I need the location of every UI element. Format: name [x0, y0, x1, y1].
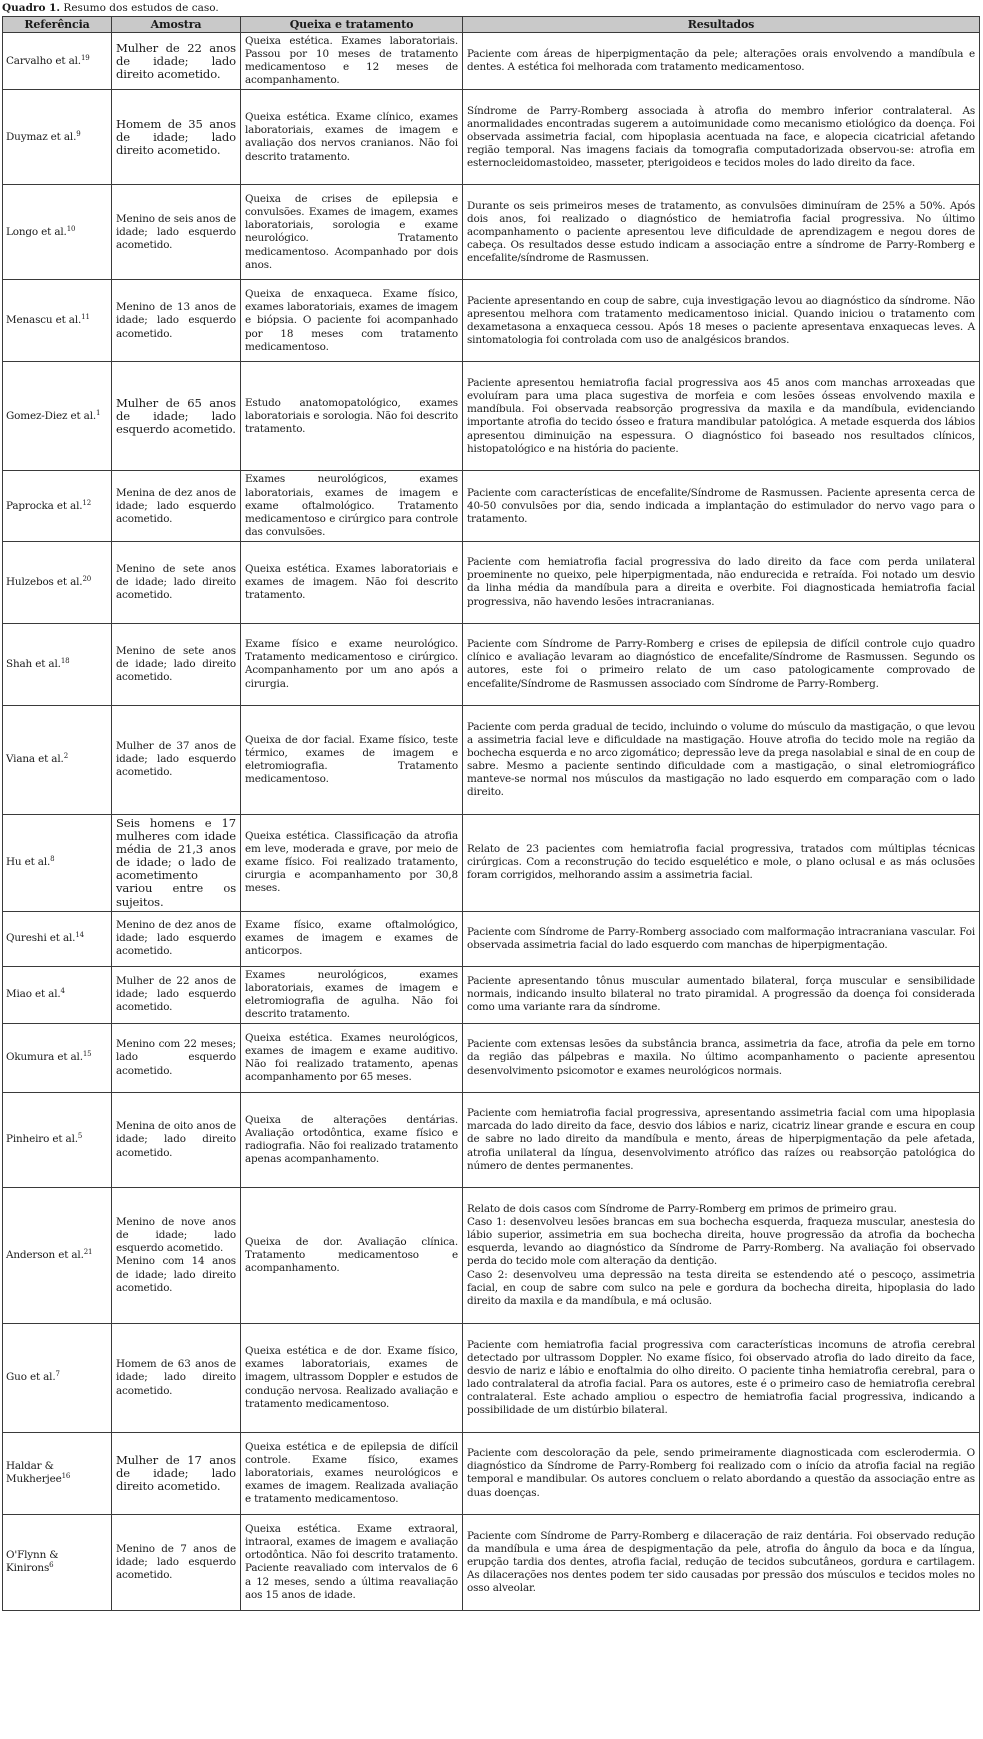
- table-row: [3, 814, 980, 911]
- reference-citation-number: 16: [61, 1472, 71, 1481]
- reference-citation-number: 1: [96, 408, 101, 417]
- cell-referencia: [3, 362, 112, 471]
- result-paragraph: Paciente com Síndrome de Parry-Romberg e crises de epilepsia de difícil controle cujo quadro clínico e avaliação levaram ao diagnóstico de encefalite/Síndrome de Rasmussen. Segundo os autores, este foi o primeiro relato de um caso patologicamente comprovado de encefalite/Síndrome de Rasmussen associado com Síndrome de Parry-Romberg.: [467, 638, 975, 690]
- cell-queixa-tratamento: Queixa estética. Exame clínico, exames laboratoriais, exames de imagem e avaliação dos nervos cranianos. Não foi descrito tratamento.: [241, 90, 463, 185]
- result-paragraph: Relato de dois casos com Síndrome de Parry-Romberg em primos de primeiro grau.: [467, 1203, 897, 1216]
- header-row: [3, 17, 980, 33]
- result-paragraph: Paciente apresentando en coup de sabre, cuja investigação levou ao diagnóstico da síndrome. Não apresentou melhora com tratamento medicamentoso inicial. Quando iniciou o tratamento com dexametasona a enxaqueca cessou. Após 18 meses o paciente apresentava enxaquecas leves. A sintomatologia foi controlada com uso de analgésicos brandos.: [467, 294, 975, 347]
- case-studies-table: [2, 16, 980, 1611]
- cell-amostra: Menina de dez anos de idade; lado esquerdo acometido.: [112, 471, 241, 541]
- reference-name: Hulzebos et al.: [6, 575, 83, 588]
- table-row: [3, 33, 980, 90]
- cell-amostra: Menino de dez anos de idade; lado esquerdo acometido.: [112, 911, 241, 966]
- header-referencia: Referência: [3, 17, 112, 33]
- cell-amostra: Menina de oito anos de idade; lado direito acometido.: [112, 1092, 241, 1187]
- table-row: [3, 705, 980, 814]
- result-paragraph: Síndrome de Parry-Romberg associada à atrofia do membro inferior contralateral. As anormalidades encontradas sugerem a autoimunidade como mecanismo etiológico da doença. Foi observada assimetria facial, com hipoplasia acentuada na face, e alopecia cicatricial afetando região temporal. Nas imagens faciais da tomografia computadorizada observou-se: atrofia em esternocleidomastoideo, masseter, pterigoideos e tecidos moles do lado direito da face.: [467, 104, 975, 170]
- cell-amostra: Menino de 13 anos de idade; lado esquerdo acometido.: [112, 280, 241, 362]
- cell-resultados: [463, 362, 980, 471]
- reference-name: Paprocka et al.: [6, 499, 83, 512]
- caption-label: Quadro 1.: [2, 2, 61, 14]
- reference-name: Duymaz et al.: [6, 130, 77, 143]
- cell-amostra: Mulher de 37 anos de idade; lado esquerdo acometido.: [112, 705, 241, 814]
- cell-amostra: Mulher de 65 anos de idade; lado esquerdo acometido.: [112, 362, 241, 471]
- table-body: [3, 33, 980, 1611]
- result-paragraph: Paciente com áreas de hiperpigmentação da pele; alterações orais envolvendo a mandíbula e dentes. A estética foi melhorada com tratamento medicamentoso.: [467, 48, 975, 74]
- cell-referencia: [3, 623, 112, 705]
- result-paragraph: Relato de 23 pacientes com hemiatrofia facial progressiva, tratados com múltiplas técnicas cirúrgicas. Com a reconstrução do tecido esquelético e mole, o plano oclusal e as más oclusões foram corrigidos, melhorando assim a assimetria facial.: [467, 843, 975, 882]
- reference-name: Haldar & Mukherjee: [6, 1460, 62, 1486]
- reference-name: Guo et al.: [6, 1371, 56, 1384]
- cell-queixa-tratamento: Queixa estética. Exames neurológicos, exames de imagem e exame auditivo. Não foi realizado tratamento, apenas acompanhamento por 65 meses.: [241, 1023, 463, 1092]
- reference-name: Menascu et al.: [6, 314, 82, 327]
- reference-citation-number: 7: [55, 1370, 60, 1379]
- cell-resultados: [463, 1514, 980, 1610]
- cell-referencia: [3, 814, 112, 911]
- cell-referencia: [3, 1092, 112, 1187]
- reference-name: Anderson et al.: [6, 1248, 84, 1261]
- cell-amostra: Menino de nove anos de idade; lado esquerdo acometido. Menino com 14 anos de idade; lado direito acometido.: [112, 1187, 241, 1323]
- reference-citation-number: 12: [82, 498, 92, 507]
- cell-resultados: [463, 911, 980, 966]
- cell-amostra: Homem de 35 anos de idade; lado direito acometido.: [112, 90, 241, 185]
- cell-queixa-tratamento: Queixa estética. Exames laboratoriais e exames de imagem. Não foi descrito tratamento.: [241, 541, 463, 623]
- reference-citation-number: 9: [76, 129, 81, 138]
- reference-name: Okumura et al.: [6, 1051, 83, 1064]
- cell-resultados: [463, 471, 980, 541]
- cell-queixa-tratamento: Exame físico, exame oftalmológico, exames de imagem e exames de anticorpos.: [241, 911, 463, 966]
- cell-queixa-tratamento: Queixa de enxaqueca. Exame físico, exames laboratoriais, exames de imagem e biópsia. O paciente foi acompanhado por 18 meses com tratamento medicamentoso.: [241, 280, 463, 362]
- cell-amostra: Menino de sete anos de idade; lado direito acometido.: [112, 623, 241, 705]
- reference-name: Gomez-Diez et al.: [6, 409, 97, 422]
- result-paragraph: Paciente com hemiatrofia facial progressiva com características incomuns de atrofia cerebral detectado por ultrassom Doppler. No exame físico, foi observado atrofia do lado direito da face, desvio de nariz e lábio e enoftalmia do olho direito. O paciente tinha hemiatrofia cerebral, para o lado contralateral da atrofia facial. Para os autores, este é o primeiro caso de hemiatrofia cerebral contralateral. Este achado ampliou o espectro de hemiatrofia facial progressiva, indicando a possibilidade de um distúrbio bilateral.: [467, 1338, 975, 1417]
- cell-resultados: [463, 1023, 980, 1092]
- table-row: [3, 966, 980, 1023]
- table-row: [3, 471, 980, 541]
- cell-queixa-tratamento: Queixa estética. Classificação da atrofia em leve, moderada e grave, por meio de exame físico. Foi realizado tratamento, cirurgia e acompanhamento por 30,8 meses.: [241, 814, 463, 911]
- result-paragraph: Paciente apresentou hemiatrofia facial progressiva aos 45 anos com manchas arroxeadas que evoluíram para uma placa sugestiva de morfeia e com lesões ósseas envolvendo maxila e mandíbula. Foi observada reabsorção progressiva da maxila e da mandíbula, evidenciando importante atrofia do tecido ósseo e fratura mandibular patológica. A metade esquerda dos lábios apresentou diminuição na espessura. O diagnóstico foi baseado nos resultados clínicos, histopatológico e na história do paciente.: [467, 377, 975, 455]
- cell-amostra: Seis homens e 17 mulheres com idade média de 21,3 anos de idade; o lado de acometimento variou entre os sujeitos.: [112, 814, 241, 911]
- cell-amostra: Mulher de 22 anos de idade; lado direito acometido.: [112, 33, 241, 90]
- reference-citation-number: 5: [77, 1132, 83, 1141]
- result-paragraph: Paciente com descoloração da pele, sendo primeiramente diagnosticada com esclerodermia. O diagnóstico da Síndrome de Parry-Romberg foi realizado com o início da atrofia facial na região temporal e mandibular. Os autores concluem o relato abordando a questão da associação entre as duas doenças.: [467, 1447, 975, 1499]
- cell-referencia: [3, 1023, 112, 1092]
- reference-citation-number: 2: [63, 752, 68, 761]
- cell-referencia: [3, 1323, 112, 1432]
- table-row: [3, 911, 980, 966]
- cell-referencia: [3, 185, 112, 280]
- result-paragraph: Caso 1: desenvolveu lesões brancas em sua bochecha esquerda, fraqueza muscular, anestesia do lábio superior, assimetria em sua bochecha direita, houve progressão da atrofia da bochecha esquerda, levando ao diagnóstico da Síndrome de Parry-Romberg. Na avaliação foi observado perda do tecido mole com alteração da dentição.: [467, 1216, 975, 1268]
- cell-queixa-tratamento: Estudo anatomopatológico, exames laboratoriais e sorologia. Não foi descrito tratamento.: [241, 362, 463, 471]
- cell-referencia: [3, 33, 112, 90]
- reference-citation-number: 10: [66, 224, 76, 233]
- cell-queixa-tratamento: Queixa estética e de dor. Exame físico, exames laboratoriais, exames de imagem, ultrassom Doppler e estudos de condução nervosa. Realizado avaliação e tratamento medicamentoso.: [241, 1323, 463, 1432]
- reference-name: Longo et al.: [6, 225, 67, 238]
- table-caption: [2, 1, 983, 16]
- reference-name: Carvalho et al.: [6, 54, 81, 67]
- result-paragraph: Paciente com características de encefalite/Síndrome de Rasmussen. Paciente apresenta cerca de 40-50 convulsões por dia, sendo indicada a implantação do estimulador do nervo vago para o tratamento.: [467, 486, 975, 525]
- cell-resultados: [463, 1092, 980, 1187]
- table-row: [3, 1514, 980, 1610]
- reference-name: O'Flynn & Kinirons: [6, 1549, 59, 1575]
- reference-name: Viana et al.: [6, 753, 64, 766]
- reference-citation-number: 6: [49, 1561, 54, 1570]
- cell-referencia: [3, 280, 112, 362]
- table-row: [3, 1432, 980, 1514]
- cell-referencia: [3, 966, 112, 1023]
- caption-text: Resumo dos estudos de caso.: [60, 2, 219, 14]
- cell-resultados: [463, 705, 980, 814]
- cell-resultados: [463, 1432, 980, 1514]
- reference-citation-number: 20: [82, 574, 92, 583]
- table-row: [3, 1323, 980, 1432]
- result-paragraph: Paciente com extensas lesões da substância branca, assimetria da face, atrofia da pele em torno da região das pálpebras e maxila. No último acompanhamento o paciente apresentou desenvolvimento psicomotor e exames neurológicos normais.: [467, 1038, 975, 1077]
- cell-resultados: [463, 280, 980, 362]
- reference-name: Shah et al.: [6, 657, 61, 670]
- cell-amostra: Homem de 63 anos de idade; lado direito acometido.: [112, 1323, 241, 1432]
- result-paragraph: Paciente com perda gradual de tecido, incluindo o volume do músculo da mastigação, o que levou a assimetria facial leve e dificuldade na mastigação. Houve atrofia do tecido mole na região da bochecha esquerda e no arco zigomático; depressão leve da prega nasolabial e sinal de en coup de sabre. Mesmo a paciente sentindo dificuldade com a mastigação, o sinal eletromiográfico manteve-se normal nos músculos da mastigação no lado esquerdo em comparação com o lado direito.: [467, 720, 975, 799]
- cell-queixa-tratamento: Queixa de alterações dentárias. Avaliação ortodôntica, exame físico e radiografia. Não foi realizado tratamento apenas acompanhamento.: [241, 1092, 463, 1187]
- cell-queixa-tratamento: Queixa de dor. Avaliação clínica. Tratamento medicamentoso e acompanhamento.: [241, 1187, 463, 1323]
- reference-citation-number: 8: [50, 855, 55, 864]
- header-amostra: Amostra: [112, 17, 241, 33]
- cell-resultados: [463, 1187, 980, 1323]
- table-row: [3, 362, 980, 471]
- cell-resultados: [463, 90, 980, 185]
- cell-resultados: [463, 1323, 980, 1432]
- cell-resultados: [463, 541, 980, 623]
- cell-referencia: [3, 541, 112, 623]
- cell-referencia: [3, 1514, 112, 1610]
- cell-referencia: [3, 1187, 112, 1323]
- cell-amostra: Menino de sete anos de idade; lado direito acometido.: [112, 541, 241, 623]
- reference-name: Miao et al.: [6, 988, 61, 1001]
- header-resultados: Resultados: [463, 17, 980, 33]
- table-row: [3, 623, 980, 705]
- cell-resultados: [463, 623, 980, 705]
- cell-queixa-tratamento: Queixa de dor facial. Exame físico, teste térmico, exames de imagem e eletromiografia. Tratamento medicamentoso.: [241, 705, 463, 814]
- cell-amostra: Mulher de 22 anos de idade; lado esquerdo acometido.: [112, 966, 241, 1023]
- reference-citation-number: 4: [60, 987, 65, 996]
- cell-queixa-tratamento: Queixa estética. Exame extraoral, intraoral, exames de imagem e avaliação ortodôntica. Não foi descrito tratamento. Paciente reavaliado com intervalos de 6 a 12 meses, sendo a última reavaliação aos 15 anos de idade.: [241, 1514, 463, 1610]
- table-row: [3, 541, 980, 623]
- cell-resultados: [463, 185, 980, 280]
- cell-referencia: [3, 90, 112, 185]
- cell-amostra: Menino com 22 meses; lado esquerdo acometido.: [112, 1023, 241, 1092]
- cell-amostra: Menino de 7 anos de idade; lado esquerdo acometido.: [112, 1514, 241, 1610]
- header-queixa: Queixa e tratamento: [241, 17, 463, 33]
- cell-queixa-tratamento: Exames neurológicos, exames laboratoriais, exames de imagem e exame oftalmológico. Tratamento medicamentoso e cirúrgico para controle das convulsões.: [241, 471, 463, 541]
- table-row: [3, 90, 980, 185]
- cell-resultados: [463, 814, 980, 911]
- cell-queixa-tratamento: Queixa estética e de epilepsia de difícil controle. Exame físico, exames laboratoriais, exames neurológicos e exames de imagem. Realizada avaliação e tratamento medicamentoso.: [241, 1432, 463, 1514]
- reference-citation-number: 18: [60, 656, 70, 665]
- result-paragraph: Caso 2: desenvolveu uma depressão na testa direita se estendendo até o pescoço, assimetria facial, en coup de sabre com sulco na pele e gordura da bochecha direita, hipoplasia do lado direito da maxila e da mandíbula, e má oclusão.: [467, 1268, 975, 1307]
- reference-name: Qureshi et al.: [6, 932, 76, 945]
- table-row: [3, 1187, 980, 1323]
- table-row: [3, 185, 980, 280]
- cell-amostra: Menino de seis anos de idade; lado esquerdo acometido.: [112, 185, 241, 280]
- cell-referencia: [3, 705, 112, 814]
- result-paragraph: Paciente com hemiatrofia facial progressiva do lado direito da face com perda unilateral proeminente no queixo, pele hiperpigmentada, não endurecida e retraída. Foi notado um desvio da linha média da mandíbula para a direita e overbite. Foi diagnosticada hemiatrofia facial progressiva, não havendo lesões intracranianas.: [467, 556, 975, 608]
- result-paragraph: Paciente com Síndrome de Parry-Romberg e dilaceração de raiz dentária. Foi observado redução da mandíbula e uma área de despigmentação da pele, atrofia do ângulo da boca e da língua, erupção tardia dos dentes, atrofia facial, redução de tecidos subcutâneos, gordura e cartilagem. As dilacerações nos dentes podem ter sido causadas por pressão dos músculos e tecidos moles no osso alveolar.: [467, 1529, 975, 1595]
- cell-queixa-tratamento: Exame físico e exame neurológico. Tratamento medicamentoso e cirúrgico. Acompanhamento por um ano após a cirurgia.: [241, 623, 463, 705]
- cell-resultados: [463, 966, 980, 1023]
- reference-citation-number: 11: [81, 313, 90, 322]
- cell-referencia: [3, 1432, 112, 1514]
- reference-citation-number: 15: [82, 1050, 92, 1059]
- cell-referencia: [3, 471, 112, 541]
- cell-queixa-tratamento: Queixa de crises de epilepsia e convulsões. Exames de imagem, exames laboratoriais, sorologia e exame neurológico. Tratamento medicamentoso. Acompanhado por dois anos.: [241, 185, 463, 280]
- cell-amostra: Mulher de 17 anos de idade; lado direito acometido.: [112, 1432, 241, 1514]
- result-paragraph: Paciente com hemiatrofia facial progressiva, apresentando assimetria facial com uma hipoplasia marcada do lado direito da face, desvio dos lábios e nariz, cicatriz linear grande e escura en coup de sabre no lado direito da mandíbula e mento, áreas de hiperpigmentação da pele afetada, atrofia unilateral da língua, desenvolvimento atrófico das raízes ou reabsorção patológica do número de dentes permanentes.: [467, 1107, 975, 1172]
- cell-resultados: [463, 33, 980, 90]
- cell-queixa-tratamento: Queixa estética. Exames laboratoriais. Passou por 10 meses de tratamento medicamentoso e 12 meses de acompanhamento.: [241, 33, 463, 90]
- table-row: [3, 280, 980, 362]
- cell-referencia: [3, 911, 112, 966]
- reference-citation-number: 21: [83, 1247, 93, 1256]
- cell-queixa-tratamento: Exames neurológicos, exames laboratoriais, exames de imagem e eletromiografia de agulha. Não foi descrito tratamento.: [241, 966, 463, 1023]
- reference-citation-number: 14: [75, 931, 84, 940]
- reference-citation-number: 19: [80, 53, 90, 62]
- result-paragraph: Paciente com Síndrome de Parry-Romberg associado com malformação intracraniana vascular. Foi observada assimetria facial do lado esquerdo com manchas de hiperpigmentação.: [467, 925, 975, 951]
- reference-name: Hu et al.: [6, 856, 51, 869]
- reference-name: Pinheiro et al.: [6, 1133, 78, 1146]
- result-paragraph: Paciente apresentando tônus muscular aumentado bilateral, força muscular e sensibilidade normais, indicando insulto bilateral no trato piramidal. A progressão da doença foi considerada como uma variante rara da síndrome.: [467, 975, 975, 1014]
- result-paragraph: Durante os seis primeiros meses de tratamento, as convulsões diminuíram de 25% a 50%. Após dois anos, foi realizado o diagnóstico de hemiatrofia facial progressiva. No último acompanhamento o paciente apresentou leve dificuldade de aprendizagem e negou dores de cabeça. Os resultados desse estudo indicam a associação entre a síndrome de Parry-Romberg e encefalite/síndrome de Rasmussen.: [467, 199, 975, 265]
- table-row: [3, 1092, 980, 1187]
- table-row: [3, 1023, 980, 1092]
